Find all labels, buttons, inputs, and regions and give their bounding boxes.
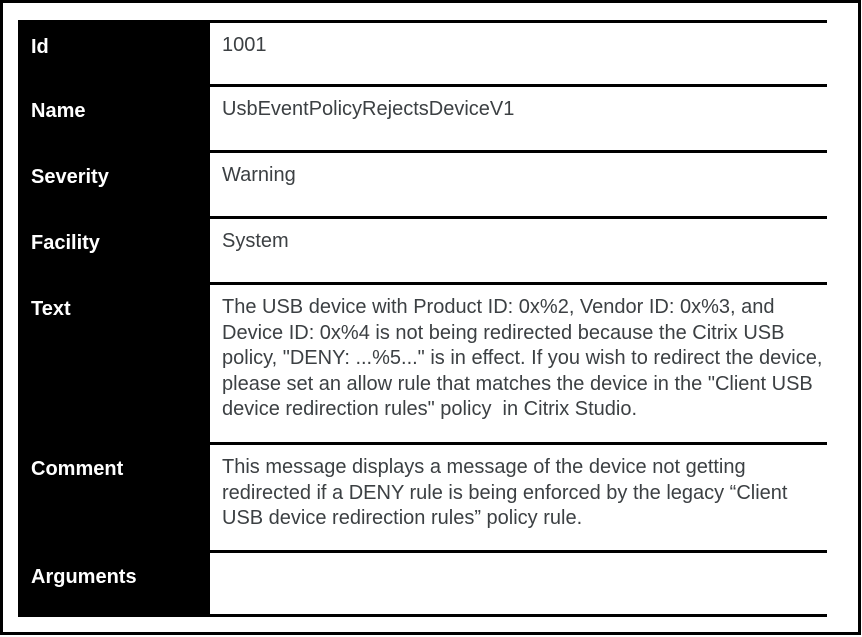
name-value: UsbEventPolicyRejectsDeviceV1 bbox=[207, 84, 827, 150]
arguments-label: Arguments bbox=[18, 550, 207, 617]
table-row-arguments bbox=[18, 550, 827, 617]
name-label: Name bbox=[18, 84, 207, 150]
text-label: Text bbox=[18, 282, 207, 442]
arguments-value bbox=[207, 550, 827, 617]
table-row-comment bbox=[18, 442, 827, 550]
id-value: 1001 bbox=[207, 20, 827, 84]
table-row-text bbox=[18, 282, 827, 442]
facility-value: System bbox=[207, 216, 827, 282]
comment-label: Comment bbox=[18, 442, 207, 550]
comment-value: This message displays a message of the device not getting redirected if a DENY rule is being enforced by the legacy “Client USB device redirection rules” policy rule. bbox=[207, 442, 827, 550]
table-row-id bbox=[18, 20, 827, 84]
table-row-facility bbox=[18, 216, 827, 282]
id-label: Id bbox=[18, 20, 207, 84]
text-value: The USB device with Product ID: 0x%2, Vendor ID: 0x%3, and Device ID: 0x%4 is not being redirected because the Citrix USB policy, "DENY: ...%5..." is in effect. If you wish to redirect the device, please set an allow rule that matches the device in the "Client USB device redirection rules" policy in Citrix Studio. bbox=[207, 282, 827, 442]
table-row-name bbox=[18, 84, 827, 150]
event-properties-table bbox=[18, 20, 827, 617]
severity-value: Warning bbox=[207, 150, 827, 216]
severity-label: Severity bbox=[18, 150, 207, 216]
table-row-severity bbox=[18, 150, 827, 216]
facility-label: Facility bbox=[18, 216, 207, 282]
